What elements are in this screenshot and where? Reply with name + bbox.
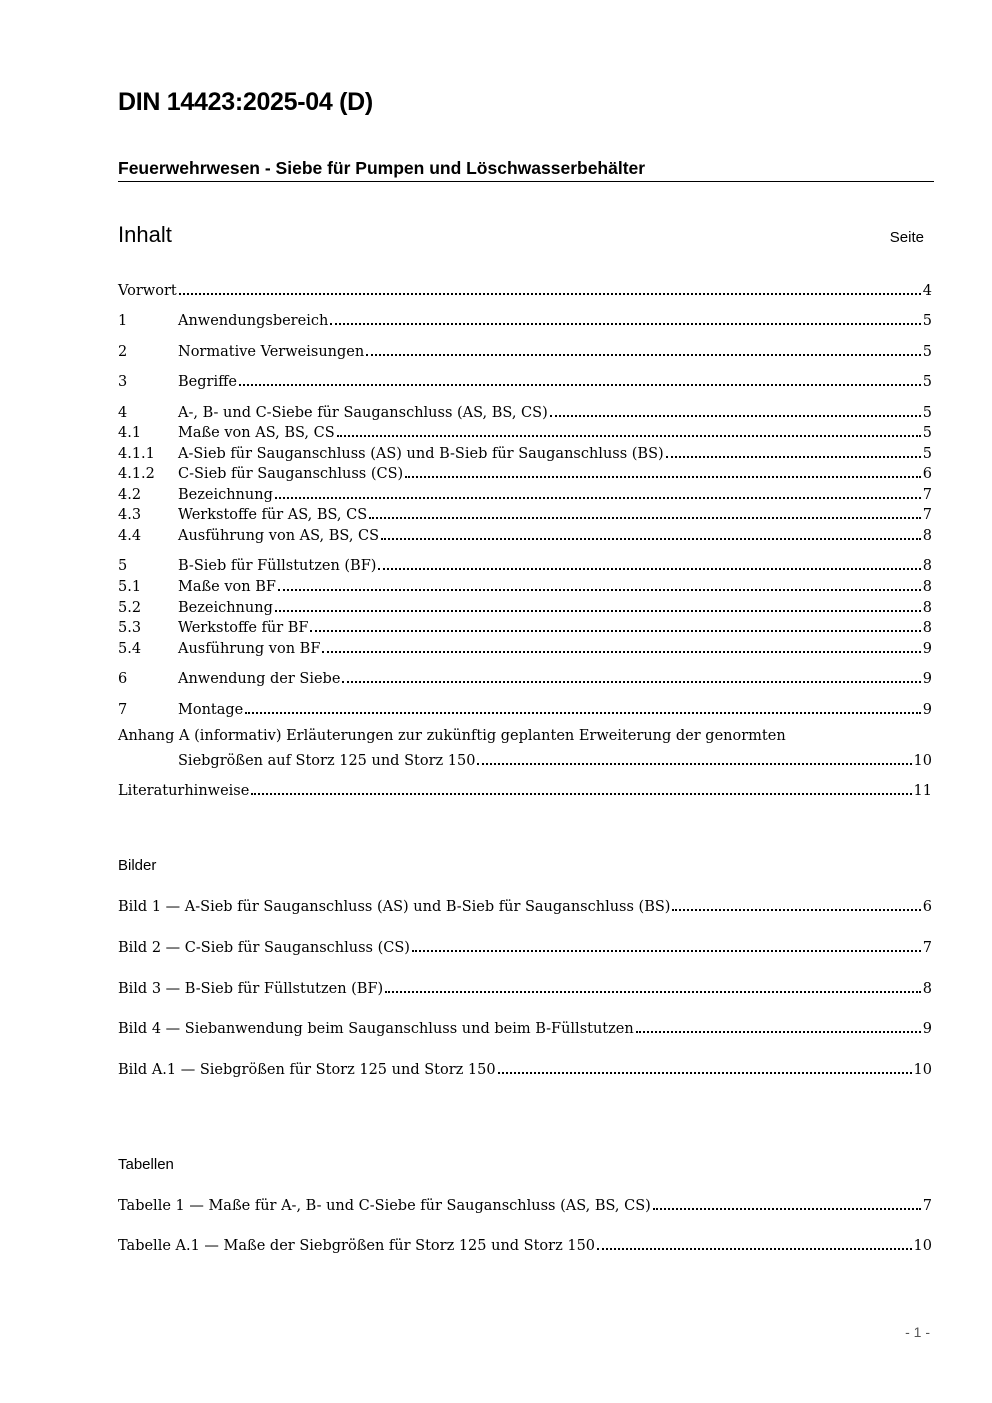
toc-entry[interactable] — [118, 370, 932, 390]
toc-entry-number: 2 — [118, 344, 128, 360]
toc-entry[interactable] — [118, 442, 932, 462]
figure-entry[interactable] — [118, 1017, 932, 1037]
toc-entry[interactable] — [118, 554, 932, 574]
dot-leader — [477, 762, 911, 765]
dot-leader — [385, 990, 921, 993]
dot-leader — [330, 322, 920, 325]
figure-entry-label: Bild 3 — B-Sieb für Füllstutzen (BF) — [118, 981, 384, 997]
toc-entry-label: A-, B- und C-Siebe für Sauganschluss (AS, BS, CS) — [178, 405, 548, 421]
toc-entry[interactable] — [118, 698, 932, 718]
toc-entry-page: 7 — [922, 487, 932, 503]
dot-leader — [597, 1247, 912, 1250]
dot-leader — [666, 455, 921, 458]
toc-entry-page: 8 — [922, 558, 932, 574]
dot-leader — [378, 567, 920, 570]
figure-entry-page: 10 — [913, 1062, 932, 1078]
toc-entry[interactable] — [118, 340, 932, 360]
toc-entry-number: 7 — [118, 702, 128, 718]
toc-page-column-label: Seite — [889, 229, 924, 246]
dot-leader — [405, 475, 921, 478]
toc-entry-page: 5 — [922, 344, 932, 360]
dot-leader — [275, 609, 921, 612]
table-entry-label: Tabelle 1 — Maße für A-, B- und C-Siebe für Sauganschluss (AS, BS, CS) — [118, 1198, 651, 1214]
toc-entry-number: 4.3 — [118, 507, 142, 523]
toc-entry-page: 8 — [922, 528, 932, 544]
dot-leader — [672, 908, 920, 911]
toc-entry-number: 3 — [118, 374, 128, 390]
toc-entry-label: Bezeichnung — [178, 487, 273, 503]
figure-entry-label: Bild 2 — C-Sieb für Sauganschluss (CS) — [118, 940, 410, 956]
toc-entry[interactable] — [118, 667, 932, 687]
toc-entry-bibliography[interactable] — [118, 779, 932, 799]
figure-entry-page: 7 — [922, 940, 932, 956]
toc-entry-page: 8 — [922, 620, 932, 636]
toc-entry-number: 4.1.1 — [118, 446, 155, 462]
toc-entry-label: Maße von AS, BS, CS — [178, 425, 335, 441]
toc-entry-number: 6 — [118, 671, 128, 687]
toc-entry-number: 5.3 — [118, 620, 142, 636]
figure-entry-page: 8 — [922, 981, 932, 997]
figure-entry-label: Bild A.1 — Siebgrößen für Storz 125 und Storz 150 — [118, 1062, 496, 1078]
table-entry-label: Tabelle A.1 — Maße der Siebgrößen für Storz 125 und Storz 150 — [118, 1238, 596, 1254]
toc-entry-page: 5 — [922, 405, 932, 421]
toc-entry-number: 5 — [118, 558, 128, 574]
figure-entry[interactable] — [118, 895, 932, 915]
toc-entry[interactable] — [118, 637, 932, 657]
toc-entry-label: A-Sieb für Sauganschluss (AS) und B-Sieb für Sauganschluss (BS) — [178, 446, 664, 462]
toc-entry-label: Anwendungsbereich — [178, 313, 329, 329]
dot-leader — [278, 588, 921, 591]
dot-leader — [251, 792, 911, 795]
toc-entry-label: Maße von BF — [178, 579, 276, 595]
toc-heading: Inhalt — [118, 222, 172, 247]
tables-heading: Tabellen — [118, 1156, 174, 1173]
toc-entry-page: 8 — [922, 600, 932, 616]
toc-annex-line2[interactable] — [178, 749, 932, 769]
table-entry[interactable] — [118, 1194, 932, 1214]
figure-entry-page: 9 — [922, 1021, 932, 1037]
toc-entry[interactable] — [118, 462, 932, 482]
dot-leader — [239, 383, 921, 386]
toc-entry[interactable] — [118, 421, 932, 441]
dot-leader — [245, 711, 921, 714]
toc-entry-page: 5 — [922, 374, 932, 390]
toc-entry-label: Werkstoffe für AS, BS, CS — [178, 507, 368, 523]
dot-leader — [179, 292, 921, 295]
toc-entry-number: 4 — [118, 405, 128, 421]
dot-leader — [550, 414, 921, 417]
toc-entry[interactable] — [118, 279, 932, 299]
toc-entry[interactable] — [118, 575, 932, 595]
toc-entry-page: 7 — [922, 507, 932, 523]
dot-leader — [412, 949, 921, 952]
toc-entry-page: 6 — [922, 466, 932, 482]
toc-entry[interactable] — [118, 596, 932, 616]
dot-leader — [342, 680, 920, 683]
toc-entry-label: Siebgrößen auf Storz 125 und Storz 150 — [178, 753, 476, 769]
dot-leader — [381, 537, 921, 540]
toc-entry-label: Werkstoffe für BF — [178, 620, 309, 636]
toc-entry-label: Montage — [178, 702, 244, 718]
toc-entry-label: Anwendung der Siebe — [178, 671, 341, 687]
toc-entry-page: 8 — [922, 579, 932, 595]
toc-entry[interactable] — [118, 309, 932, 329]
toc-entry-label: B-Sieb für Füllstutzen (BF) — [178, 558, 377, 574]
toc-entry-label: Ausführung von BF — [178, 641, 321, 657]
figure-entry-label: Bild 4 — Siebanwendung beim Sauganschluss und beim B-Füllstutzen — [118, 1021, 634, 1037]
toc-entry[interactable] — [118, 524, 932, 544]
toc-entry-page: 4 — [922, 283, 932, 299]
document-title: DIN 14423:2025-04 (D) — [118, 88, 373, 116]
toc-entry[interactable] — [118, 503, 932, 523]
toc-entry-number: 4.2 — [118, 487, 142, 503]
toc-entry-page: 9 — [922, 702, 932, 718]
dot-leader — [498, 1071, 912, 1074]
toc-entry-label: Literaturhinweise — [118, 783, 250, 799]
dot-leader — [636, 1030, 921, 1033]
table-entry-page: 7 — [922, 1198, 932, 1214]
toc-entry-page: 10 — [913, 753, 932, 769]
toc-entry[interactable] — [118, 401, 932, 421]
toc-entry-page: 5 — [922, 313, 932, 329]
table-entry-page: 10 — [913, 1238, 932, 1254]
toc-entry-page: 11 — [913, 783, 932, 799]
toc-entry-label: Bezeichnung — [178, 600, 273, 616]
toc-entry-number: 5.2 — [118, 600, 142, 616]
dot-leader — [653, 1207, 921, 1210]
toc-entry-number: 4.1 — [118, 425, 142, 441]
toc-entry-page: 5 — [922, 446, 932, 462]
toc-entry[interactable] — [118, 483, 932, 503]
toc-annex-line1[interactable]: Anhang A (informativ) Erläuterungen zur zukünftig geplanten Erweiterung der genormten — [118, 728, 786, 744]
dot-leader — [366, 353, 921, 356]
toc-entry-number: 5.4 — [118, 641, 142, 657]
toc-entry-label: Normative Verweisungen — [178, 344, 365, 360]
figure-entry-label: Bild 1 — A-Sieb für Sauganschluss (AS) und B-Sieb für Sauganschluss (BS) — [118, 899, 671, 915]
toc-entry-label: Ausführung von AS, BS, CS — [178, 528, 380, 544]
toc-entry-number: 5.1 — [118, 579, 142, 595]
dot-leader — [275, 496, 921, 499]
dot-leader — [337, 434, 921, 437]
figure-entry[interactable] — [118, 936, 932, 956]
toc-entry-label: Begriffe — [178, 374, 237, 390]
toc-entry-page: 9 — [922, 641, 932, 657]
page-number: - 1 - — [905, 1324, 930, 1340]
dot-leader — [310, 629, 920, 632]
figure-entry[interactable] — [118, 977, 932, 997]
document-subtitle: Feuerwehrwesen - Siebe für Pumpen und Löschwasserbehälter — [118, 158, 934, 182]
toc-entry-label: C-Sieb für Sauganschluss (CS) — [178, 466, 404, 482]
toc-entry-label: Vorwort — [118, 283, 177, 299]
toc-entry-number: 1 — [118, 313, 128, 329]
toc-entry-number: 4.1.2 — [118, 466, 155, 482]
figure-entry[interactable] — [118, 1058, 932, 1078]
toc-entry[interactable] — [118, 616, 932, 636]
figures-heading: Bilder — [118, 857, 157, 874]
toc-entry-page: 9 — [922, 671, 932, 687]
toc-entry-number: 4.4 — [118, 528, 142, 544]
dot-leader — [322, 650, 920, 653]
figure-entry-page: 6 — [922, 899, 932, 915]
dot-leader — [369, 516, 921, 519]
toc-entry-page: 5 — [922, 425, 932, 441]
table-entry[interactable] — [118, 1234, 932, 1254]
